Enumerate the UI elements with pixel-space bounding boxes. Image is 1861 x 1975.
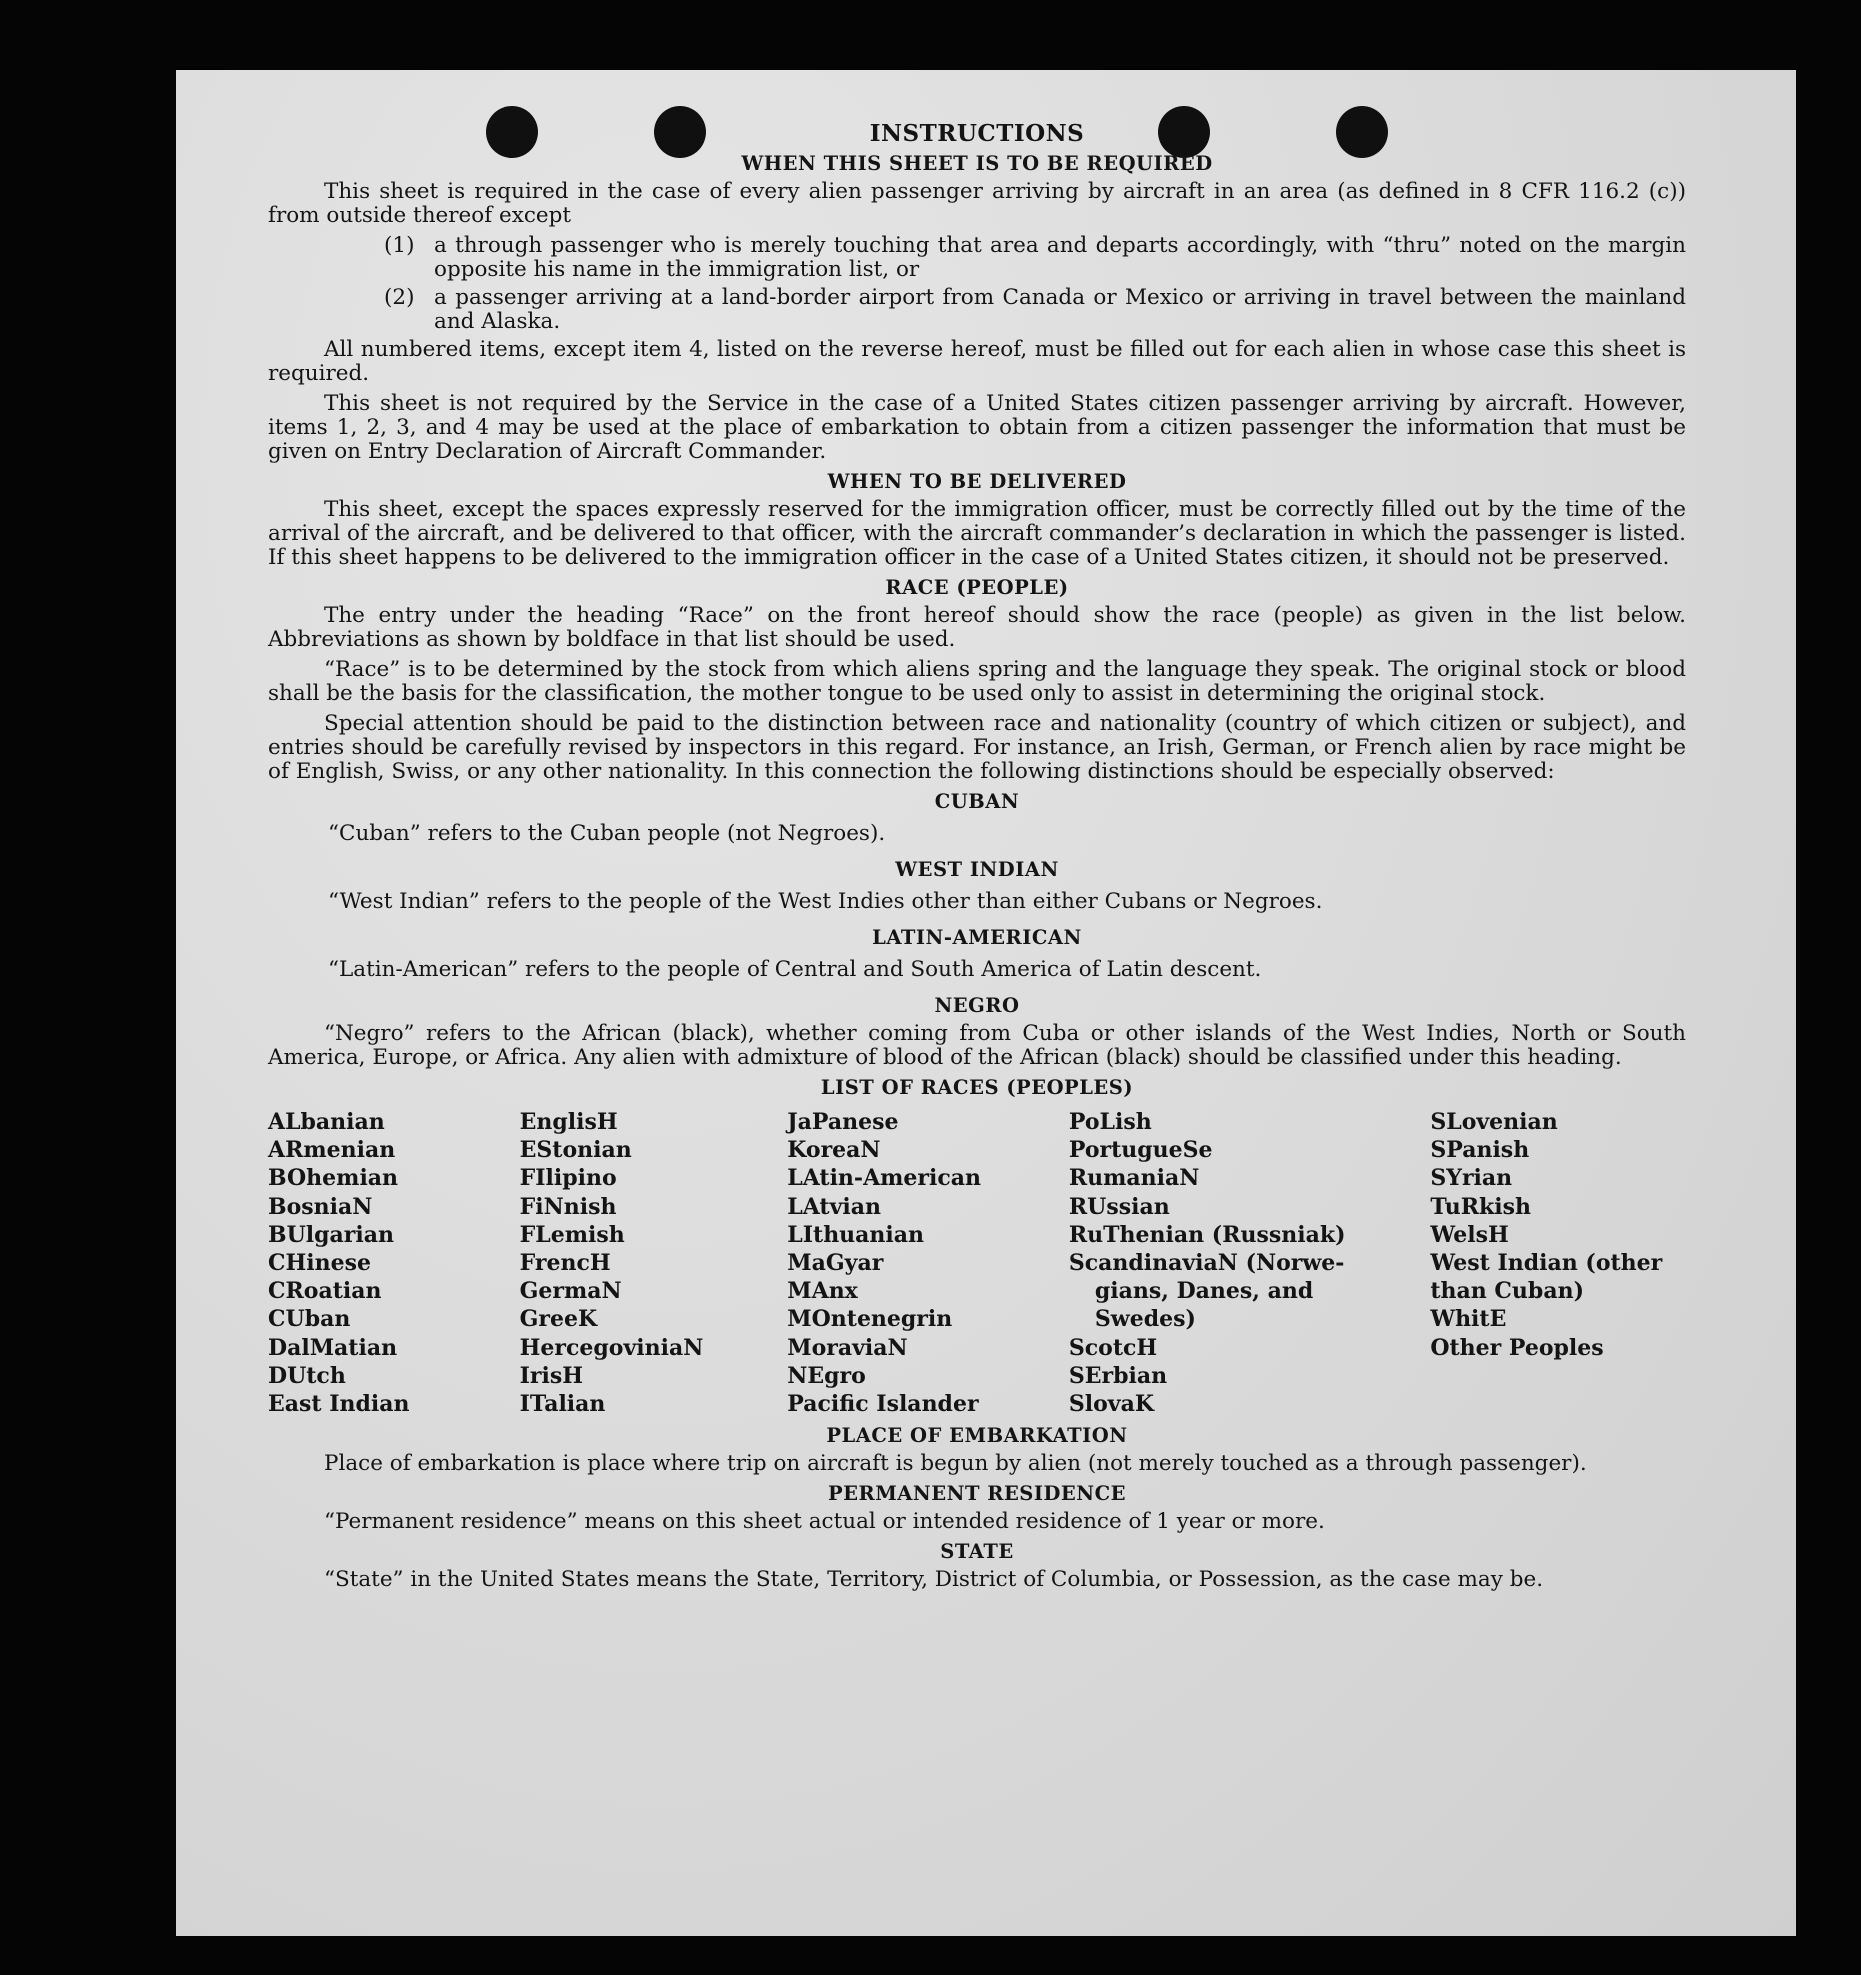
section-heading: PERMANENT RESIDENCE	[827, 1482, 1126, 1506]
paragraph: All numbered items, except item 4, listed on the reverse hereof, must be filled out for each alien in whose case this sheet is required.	[268, 337, 1686, 386]
race-entry: RUssian	[1068, 1193, 1170, 1220]
race-entry: EnglisH	[519, 1109, 618, 1135]
race-column	[268, 1108, 520, 1418]
race-entry: NEgro	[787, 1362, 866, 1389]
race-entry: JaPanese	[787, 1109, 899, 1135]
item-number: (2)	[384, 285, 415, 310]
race-entry: LIthuanian	[787, 1221, 925, 1248]
race-column	[1069, 1108, 1430, 1418]
paragraph: This sheet is required in the case of every alien passenger arriving by aircraft in an area (as defined in 8 CFR 116.2 (c)) from outside thereof except	[268, 179, 1686, 228]
race-entry: LAtvian	[787, 1193, 881, 1220]
race-entry: RumaniaN	[1068, 1165, 1200, 1192]
paragraph: Special attention should be paid to the distinction between race and nationality (country of which citizen or subject), and entries should be carefully revised by inspectors in this regard. For instance, an Irish, German, or French alien by race might be of English, Swiss, or any other nationality. In this connection the following distinctions should be especially observed:	[268, 711, 1686, 784]
paragraph: This sheet, except the spaces expressly reserved for the immigration officer, must be correctly filled out by the time of the arrival of the aircraft, and be delivered to that officer, with the aircraft commander’s declaration in which the passenger is listed. If this sheet happens to be delivered to the immigration officer in the case of a United States citizen, it should not be preserved.	[268, 497, 1686, 570]
section-heading: WHEN THIS SHEET IS TO BE REQUIRED	[741, 152, 1213, 175]
paragraph: “State” in the United States means the State, Territory, District of Columbia, or Possession, as the case may be.	[324, 1567, 1544, 1593]
race-entry: IrisH	[519, 1362, 584, 1389]
race-column	[1430, 1108, 1686, 1418]
section-heading: STATE	[940, 1540, 1014, 1564]
paragraph: “Permanent residence” means on this sheet actual or intended residence of 1 year or more.	[324, 1509, 1325, 1535]
item-number: (1)	[384, 233, 415, 258]
race-entry: Swedes)	[1094, 1306, 1196, 1333]
race-entry: WelsH	[1430, 1221, 1509, 1248]
race-entry: GermaN	[519, 1278, 622, 1305]
paragraph: Place of embarkation is place where trip on aircraft is begun by alien (not merely touched as a through passenger).	[324, 1451, 1587, 1477]
race-entry: FLemish	[519, 1221, 625, 1248]
race-entry: SPanish	[1430, 1137, 1530, 1164]
race-entry: RuThenian (Russniak)	[1068, 1221, 1346, 1248]
race-list	[268, 1108, 1686, 1418]
section-heading: PLACE OF EMBARKATION	[826, 1424, 1128, 1448]
paragraph: “West Indian” refers to the people of the West Indies other than either Cubans or Negroes.	[328, 889, 1323, 914]
item-text: a through passenger who is merely touching that area and departs accordingly, with “thru” noted on the margin opposite his name in the immigration list, or	[434, 233, 1686, 282]
section-heading: RACE (PEOPLE)	[885, 576, 1069, 599]
section-heading: WEST INDIAN	[895, 858, 1059, 881]
instructions-content	[268, 122, 1686, 1598]
paragraph: The entry under the heading “Race” on the front hereof should show the race (people) as given in the list below. Abbreviations as shown by boldface in that list should be used.	[268, 603, 1686, 652]
race-entry: SYrian	[1430, 1165, 1513, 1192]
race-entry: gians, Danes, and	[1094, 1278, 1314, 1305]
paragraph: “Race” is to be determined by the stock from which aliens spring and the language they speak. The original stock or blood shall be the basis for the classification, the mother tongue to be used only to assist in determining the original stock.	[268, 657, 1686, 706]
race-entry: Pacific Islander	[787, 1391, 979, 1418]
list-item	[384, 234, 1686, 282]
section-heading: LATIN-AMERICAN	[872, 926, 1082, 949]
race-column	[787, 1108, 1069, 1418]
race-entry: West Indian (other	[1430, 1250, 1663, 1277]
race-entry: CUban	[268, 1306, 351, 1333]
race-entry: CHinese	[268, 1250, 372, 1277]
section-heading: CUBAN	[934, 790, 1020, 813]
race-entry: ScandinaviaN (Norwe-	[1068, 1250, 1345, 1277]
race-entry: WhitE	[1430, 1306, 1507, 1333]
paragraph: “Latin-American” refers to the people of Central and South America of Latin descent.	[328, 957, 1262, 982]
race-entry: BosniaN	[268, 1193, 373, 1220]
race-entry: FrencH	[519, 1250, 611, 1277]
race-entry: GreeK	[519, 1306, 598, 1333]
race-entry: PortugueSe	[1068, 1137, 1213, 1164]
race-entry: HercegoviniaN	[519, 1334, 704, 1361]
race-entry: FIlipino	[519, 1165, 617, 1192]
race-entry: ALbanian	[268, 1109, 385, 1135]
section-heading: NEGRO	[934, 994, 1020, 1017]
race-entry: CRoatian	[268, 1278, 382, 1305]
race-entry: PoLish	[1068, 1109, 1152, 1135]
paragraph: “Negro” refers to the African (black), whether coming from Cuba or other islands of the West Indies, North or South America, Europe, or Africa. Any alien with admixture of blood of the African (black) should be classified under this heading.	[268, 1021, 1686, 1070]
section-heading: WHEN TO BE DELIVERED	[827, 470, 1127, 493]
race-entry: Other Peoples	[1430, 1334, 1604, 1361]
race-entry: SErbian	[1068, 1362, 1168, 1389]
race-entry: MaGyar	[787, 1250, 884, 1277]
race-entry: TuRkish	[1430, 1193, 1531, 1220]
race-entry: MoraviaN	[787, 1334, 908, 1361]
race-entry: than Cuban)	[1430, 1278, 1584, 1305]
race-entry: BOhemian	[268, 1165, 399, 1192]
page-title: INSTRUCTIONS	[869, 120, 1085, 147]
race-entry: MOntenegrin	[787, 1306, 953, 1333]
race-entry: East Indian	[268, 1391, 410, 1418]
list-item	[384, 286, 1686, 334]
race-entry: EStonian	[519, 1137, 632, 1164]
paragraph: This sheet is not required by the Service in the case of a United States citizen passenger arriving by aircraft. However, items 1, 2, 3, and 4 may be used at the place of embarkation to obtain from a citizen passenger the information that must be given on Entry Declaration of Aircraft Commander.	[268, 391, 1686, 464]
race-entry: BUlgarian	[268, 1221, 394, 1248]
section-heading: LIST OF RACES (PEOPLES)	[820, 1076, 1134, 1099]
race-entry: KoreaN	[787, 1137, 881, 1164]
race-entry: LAtin-American	[787, 1165, 982, 1192]
race-entry: ITalian	[519, 1391, 606, 1418]
race-entry: FiNnish	[519, 1193, 617, 1220]
race-entry: DUtch	[268, 1362, 346, 1389]
item-text: a passenger arriving at a land-border airport from Canada or Mexico or arriving in travel between the mainland and Alaska.	[434, 285, 1686, 334]
document-page	[176, 70, 1796, 1936]
paragraph: “Cuban” refers to the Cuban people (not Negroes).	[328, 821, 886, 846]
race-entry: MAnx	[787, 1278, 858, 1305]
race-entry: ARmenian	[268, 1137, 396, 1164]
race-entry: DalMatian	[268, 1334, 398, 1361]
race-column	[520, 1108, 788, 1418]
race-entry: ScotcH	[1068, 1334, 1158, 1361]
race-entry: SLovenian	[1430, 1109, 1558, 1135]
race-entry: SlovaK	[1068, 1391, 1154, 1418]
